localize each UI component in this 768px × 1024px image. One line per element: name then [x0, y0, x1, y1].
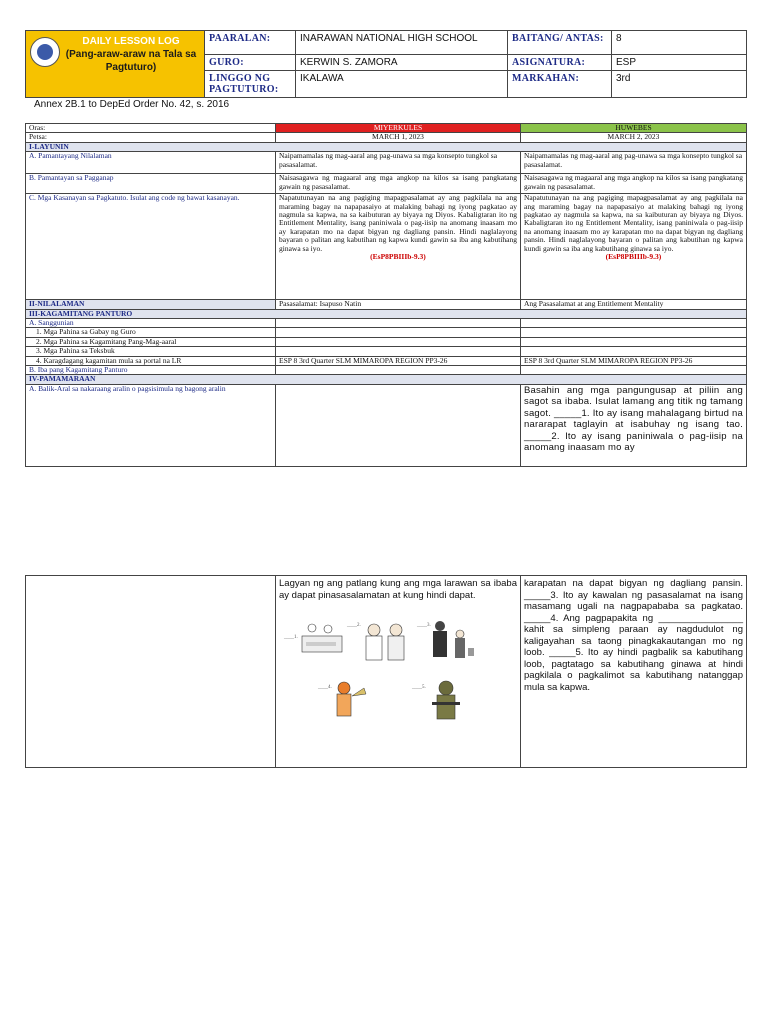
competency-code-day2: (EsP8PBIIIb-9.3) — [605, 252, 662, 262]
deped-seal-icon — [30, 37, 60, 67]
day2-header: HUWEBES — [521, 124, 747, 133]
activity-instruction: Lagyan ng ang patlang kung ang mga larawan sa ibaba ay dapat pinasasalamatan at kung hindi dapat. — [279, 578, 517, 601]
section-nilalaman: II-NILALAMAN — [26, 300, 276, 309]
row-a-label: A. Pamantayang Nilalaman — [26, 152, 276, 174]
date1: MARCH 1, 2023 — [276, 133, 521, 142]
oras-label: Oras: — [26, 124, 276, 133]
row-c-day2-cell — [521, 194, 747, 300]
activity-questions: karapatan na dapat bigyan ng dagliang pansin. _____3. Ito ay kawalan ng pasasalamat na isang masamang ugali na nagpapababa sa pagkatao. _____4. Ang pagpapakita ng ________________ kahit sa simpleng paraan ay nagdudulot ng kaligayahan sa taong pinagkakautangan mo ng loob. _____5. Ito ay hindi pagbalik sa kabutihang loob, pagtatago sa kabutihang ginawa at hindi pagkilala o pagkalimot sa kabutihang natanggap mula sa kapwa. — [521, 576, 747, 768]
row-b-day1: Naisasagawa ng magaaral ang mga angkop na kilos sa isang pangkatang gawain ng pasasalamat. — [276, 174, 521, 194]
lr-day2: ESP 8 3rd Quarter SLM MIMAROPA REGION PP3-26 — [521, 356, 747, 365]
row-c-label: C. Mga Kasanayan sa Pagkatuto. Isulat ang code ng bawat kasanayan. — [26, 194, 276, 300]
baitang-value: 8 — [612, 31, 747, 55]
svg-text:____4.: ____4. — [318, 685, 332, 690]
continued-table — [25, 575, 747, 768]
competency-code-day1: (EsP8PBIIIb-9.3) — [370, 252, 426, 262]
picture-teacher-icon — [283, 624, 342, 652]
sanggunian-item-1: 1. Mga Pahina sa Gabay ng Guro — [26, 328, 276, 337]
linggo-value: IKALAWA — [296, 71, 508, 98]
row-c-day1-cell — [276, 194, 521, 300]
guro-label: GURO: — [205, 55, 296, 71]
section-pamamaraan: IV-PAMAMARAAN — [26, 375, 747, 384]
dll-title-cell — [26, 31, 205, 98]
row-b-day2: Naisasagawa ng magaaral ang mga angkop na kilos sa isang pangkatang gawain ng pasasalamat. — [521, 174, 747, 194]
row-c-day2: Napatutunayan na ang pagiging mapagpasalamat ay ang pagkilala na ang maraming bagay na napapasaiyo at malaking bahagi ng iyong pagkatao ay nagmula sa kapwa, na sa kaibuturan ay biyaya ng Diyos. Kabaligtaran ito ng Entitlement Mentality, isang paniniwala o pag-iisip na anomang inaasam mo ay karapatan mo na dapat bigyan ng dagliang pansin. Hindi naglalayong bayaran o palitan ang kabutihan ng kapwa kundi gawin sa iba ang kabutihang ginawa sa iyo. — [524, 193, 743, 253]
petsa-label: Petsa: — [26, 133, 276, 142]
section-layunin: I-LAYUNIN — [26, 142, 747, 151]
svg-text:____2.: ____2. — [347, 623, 361, 628]
asignatura-label: ASIGNATURA: — [508, 55, 612, 71]
dll-title-line1: DAILY LESSON LOG — [82, 36, 180, 47]
svg-text:____3.: ____3. — [417, 623, 431, 628]
activity-cell — [276, 576, 521, 768]
balik-aral-label: A. Balik-Aral sa nakaraang aralin o pagsisimula ng bagong aralin — [26, 384, 276, 466]
svg-text:____1.: ____1. — [284, 635, 298, 640]
paaralan-label: PAARALAN: — [205, 31, 296, 55]
day1-header: MIYERKULES — [276, 124, 521, 133]
dll-title-line2: (Pang-araw-araw na Tala sa Pagtuturo) — [65, 49, 197, 73]
section-kagamitang: III-KAGAMITANG PANTURO — [26, 309, 747, 318]
date2: MARCH 2, 2023 — [521, 133, 747, 142]
markahan-label: MARKAHAN: — [508, 71, 612, 98]
markahan-value: 3rd — [612, 71, 747, 98]
picture-farmer-icon — [317, 682, 366, 716]
row-c-day1: Napatutunayan na ang pagiging mapagpasalamat ay ang pagkilala na ang maraming bagay na napapasaiyo at malaking bahagi ng iyong pagkatao ay nagmula sa kapwa, na sa kaibuturan ay biyaya ng Diyos. Kabaligtaran ito ng Entitlement Mentality, isang paniniwala o pag-iisip na anomang inaasam mo ay karapatan mo na dapat bigyan ng dagliang pansin. Hindi naglalayong bayaran o palitan ang kabutihan ng kapwa kundi gawin sa iba ang kabutihang ginawa sa iyo. — [279, 193, 517, 253]
row-a-day2: Naipamamalas ng mag-aaral ang pag-unawa sa mga konsepto tungkol sa pasasalamat. — [521, 152, 747, 174]
nilalaman-day2: Ang Pasasalamat at ang Entitlement Mentality — [521, 300, 747, 309]
sanggunian-item-3: 3. Mga Pahina sa Teksbuk — [26, 347, 276, 356]
picture-doctor-icon — [346, 623, 404, 660]
picture-soldier-icon — [411, 681, 460, 719]
baitang-label: BAITANG/ ANTAS: — [508, 31, 612, 55]
balik-aral-text: Basahin ang mga pangungusap at piliin ang sagot sa ibaba. Isulat lamang ang titik ng tamang sagot. _____1. Ito ay isang mahalagang birtud na nararapat taglayin at isabuhay ng isang tao. _____2. Ito ay isang paniniwala o pag-iisip na anomang inaasam mo ay — [521, 384, 747, 466]
svg-text:____5.: ____5. — [412, 685, 426, 690]
lr-day1: ESP 8 3rd Quarter SLM MIMAROPA REGION PP3-26 — [276, 356, 521, 365]
picture-thief-icon — [416, 621, 474, 658]
sanggunian-item-2: 2. Mga Pahina sa Kagamitang Pang-Mag-aaral — [26, 337, 276, 346]
annex-note: Annex 2B.1 to DepEd Order No. 42, s. 2016 — [34, 99, 230, 110]
header-table — [25, 30, 747, 98]
paaralan-value: INARAWAN NATIONAL HIGH SCHOOL — [296, 31, 508, 55]
guro-value: KERWIN S. ZAMORA — [296, 55, 508, 71]
iba-pang-label: B. Iba pang Kagamitang Panturo — [26, 366, 276, 375]
nilalaman-day1: Pasasalamat: Isapuso Natin — [276, 300, 521, 309]
lesson-table — [25, 123, 747, 467]
linggo-label: LINGGO NG PAGTUTURO: — [205, 71, 296, 98]
asignatura-value: ESP — [612, 55, 747, 71]
activity-pictures — [282, 618, 512, 728]
sanggunian-label: A. Sanggunian — [26, 319, 276, 328]
dll-title — [62, 35, 200, 74]
sanggunian-item-4: 4. Karagdagang kagamitan mula sa portal na LR — [26, 356, 276, 365]
row-a-day1: Naipamamalas ng mag-aaral ang pag-unawa sa mga konsepto tungkol sa pasasalamat. — [276, 152, 521, 174]
row-b-label: B. Pamantayan sa Pagganap — [26, 174, 276, 194]
